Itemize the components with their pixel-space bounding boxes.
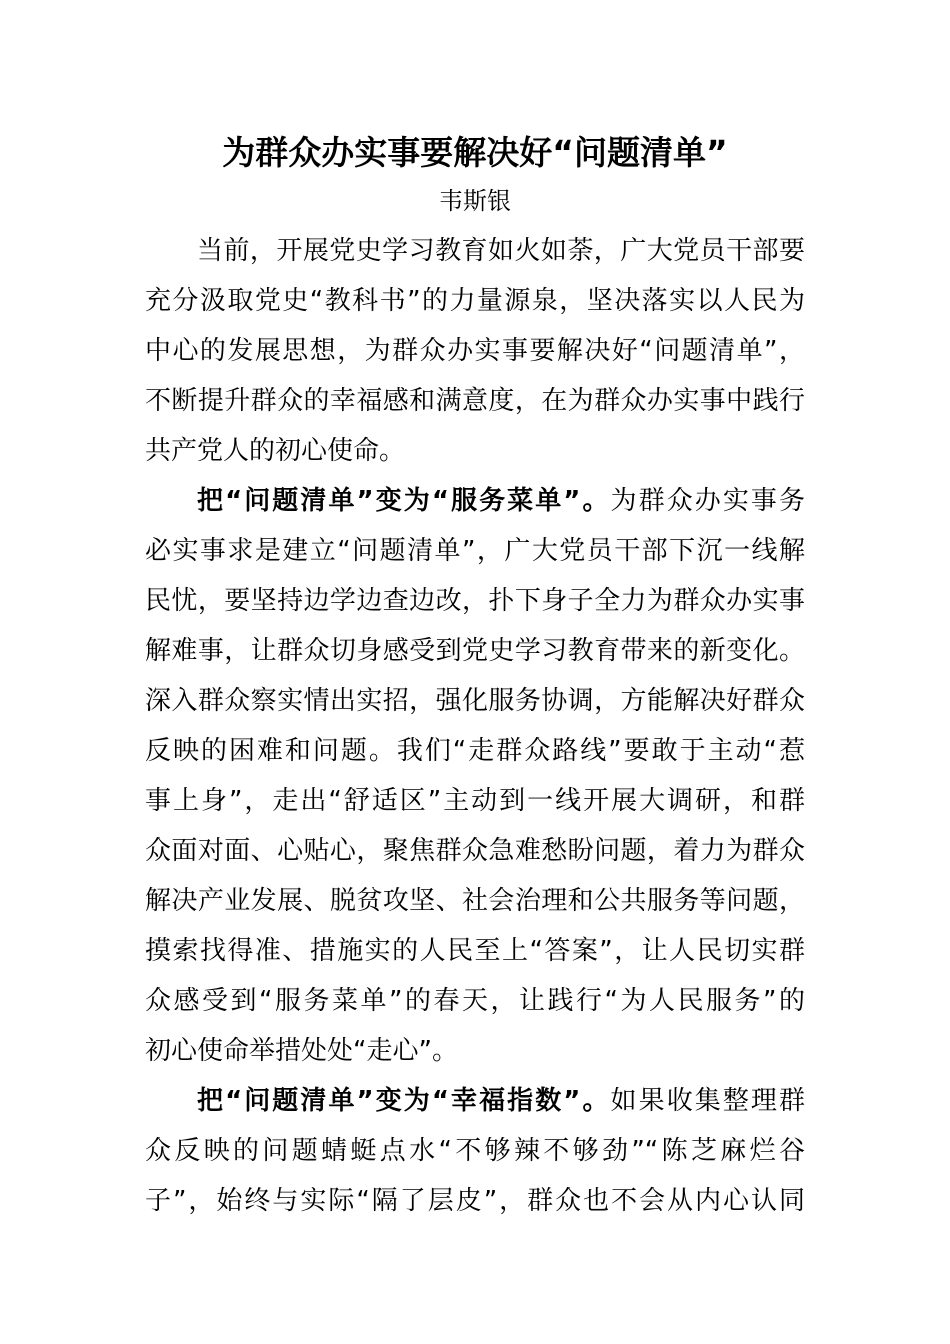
text-line: 中心的发展思想，为群众办实事要解决好“问题清单”， bbox=[145, 336, 805, 366]
text-line: 必实事求是建立“问题清单”，广大党员干部下沉一线解 bbox=[145, 536, 805, 566]
text-line: 众感受到“服务菜单”的春天，让践行“为人民服务”的 bbox=[145, 986, 805, 1016]
paragraph-happiness-index bbox=[145, 1076, 805, 1226]
text-line: 当前，开展党史学习教育如火如荼，广大党员干部要 bbox=[197, 236, 805, 266]
text-line: 民忧，要坚持边学边查边改，扑下身子全力为群众办实事 bbox=[145, 586, 805, 616]
text-line bbox=[145, 476, 805, 526]
text-span: 如果收集整理群 bbox=[610, 1086, 805, 1116]
text-line: 解决产业发展、脱贫攻坚、社会治理和公共服务等问题， bbox=[145, 886, 805, 916]
paragraph-heading: 把“问题清单”变为“服务菜单”。 bbox=[197, 486, 611, 516]
paragraph-service-menu bbox=[145, 476, 805, 1076]
text-line: 众面对面、心贴心，聚焦群众急难愁盼问题，着力为群众 bbox=[145, 836, 805, 866]
text-line: 不断提升群众的幸福感和满意度，在为群众办实事中践行 bbox=[145, 386, 805, 416]
document-title: 为群众办实事要解决好“问题清单” bbox=[222, 133, 728, 172]
text-line: 事上身”，走出“舒适区”主动到一线开展大调研，和群 bbox=[145, 786, 805, 816]
text-span: 为群众办实事务 bbox=[610, 486, 805, 516]
text-line: 初心使命举措处处“走心”。 bbox=[145, 1036, 458, 1066]
text-line: 子”，始终与实际“隔了层皮”，群众也不会从内心认同 bbox=[145, 1186, 805, 1216]
document-body bbox=[145, 226, 805, 1226]
paragraph-heading: 把“问题清单”变为“幸福指数”。 bbox=[197, 1086, 611, 1116]
text-line bbox=[145, 1076, 805, 1126]
document-author: 韦斯银 bbox=[439, 187, 511, 215]
text-line: 摸索找得准、措施实的人民至上“答案”，让人民切实群 bbox=[145, 936, 805, 966]
text-line: 共产党人的初心使命。 bbox=[145, 436, 406, 466]
text-line: 反映的困难和问题。我们“走群众路线”要敢于主动“惹 bbox=[145, 736, 805, 766]
text-line: 充分汲取党史“教科书”的力量源泉，坚决落实以人民为 bbox=[145, 286, 805, 316]
paragraph-intro bbox=[145, 226, 805, 476]
text-line: 深入群众察实情出实招，强化服务协调，方能解决好群众 bbox=[145, 686, 805, 716]
text-line: 解难事，让群众切身感受到党史学习教育带来的新变化。 bbox=[145, 636, 805, 666]
text-line: 众反映的问题蜻蜓点水“不够辣不够劲”“陈芝麻烂谷 bbox=[145, 1136, 805, 1166]
